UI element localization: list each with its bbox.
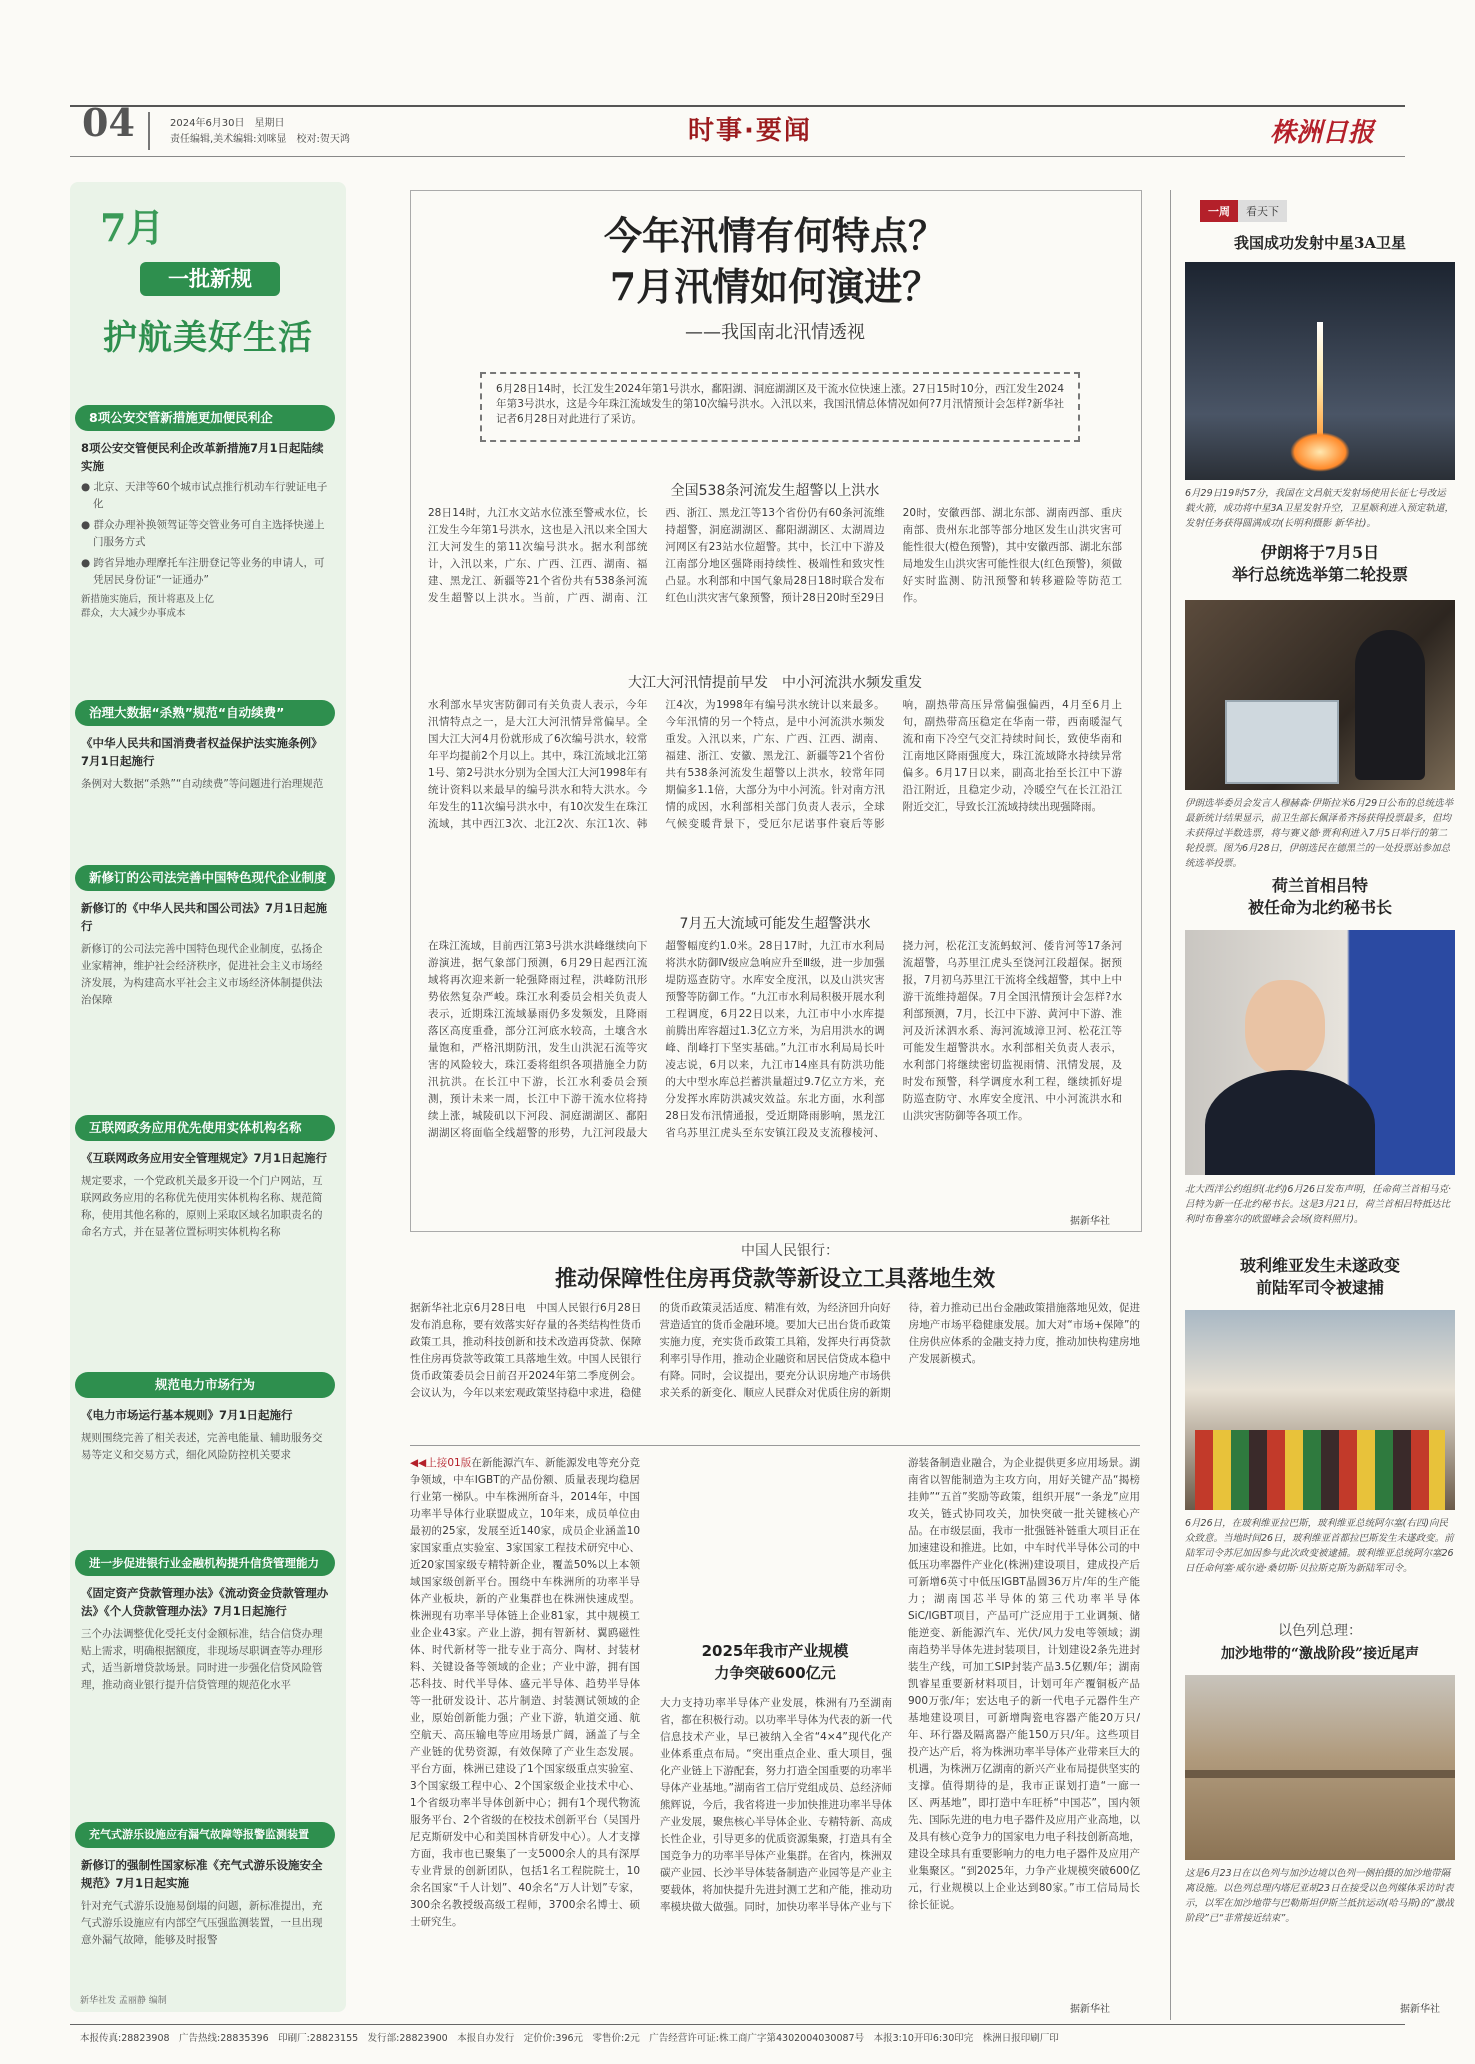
right-caption-3: 北大西洋公约组织(北约)6月26日发布声明，任命荷兰首相马克·吕特为新一任北约秘书长。这是3月21日，荷兰首相吕特抵达比利时布鲁塞尔的欧盟峰会会场(资料照片)。 xyxy=(1185,1184,1452,1225)
banner-month: 7月 xyxy=(100,205,165,250)
left-section-text: 针对充气式游乐设施易倒塌的问题，新标准提出，充气式游乐设施应有内部空气压强监测装置，一旦出现意外漏气故障，能够及时报警 xyxy=(81,1900,323,1946)
iran-vote-photo xyxy=(1185,600,1455,790)
flood-body-1: 28日14时，九江水文站水位涨至警戒水位，长江发生今年第1号洪水，这也是入汛以来全国大江大河发生的第11次编号洪水。据水利部统计，入汛以来，广东、广西、江西、湖南、福建、黑龙江、新疆等21个省份共有538条河流发生超警以上洪水。当前，广西、湖南、江西、浙江、黑龙江等13个省份仍有60条河流维持超警，洞庭湖湖区、鄱阳湖湖区、太湖周边河网区有23站水位超警。其中，长江中下游及江南部分地区强降雨持续性、极端性和致灾性凸显。水利部和中国气象局28日18时联合发布红色山洪灾害气象预警，预计28日20时至29日20时，安徽西部、湖北东部、湖南西部、重庆南部、贵州东北部等部分地区发生山洪灾害可能性很大(橙色预警)，其中安徽西部、湖北东部局地发生山洪灾害可能性很大(红色预警)，须做好实时监测、防汛预警和转移避险等防范工作。 xyxy=(428,507,1122,604)
left-section-text: 规定要求，一个党政机关最多开设一个门户网站，互联网政务应用的名称优先使用实体机构名称、规范简称，使用其他名称的，原则上采取区域名加职责名的命名方式，并在显著位置标明实体机构名称 xyxy=(81,1175,323,1238)
left-banner xyxy=(80,192,336,382)
left-section-bold: 《中华人民共和国消费者权益保护法实施条例》7月1日起施行 xyxy=(81,736,323,768)
middle-divider xyxy=(410,1445,1140,1446)
left-section-text: 规则围绕完善了相关表述，完善电能量、辅助服务交易等定义和交易方式，细化风险防控机关要求 xyxy=(81,1432,323,1461)
right-caption-1: 6月29日19时57分，我国在文昌航天发射场使用长征七号改运载火箭，成功将中星3A卫星发射升空，卫星顺利进入预定轨道，发射任务获得圆满成功(长明利摄影 新华社)。 xyxy=(1185,488,1455,529)
left-section-title: 进一步促进银行业金融机构提升信贷管理能力 xyxy=(75,1550,335,1576)
header-editors: 责任编辑,美术编辑:刘咪显 校对:贺天鸿 xyxy=(170,134,350,145)
left-section-7 xyxy=(75,1822,335,1949)
left-bullet: ● 跨省异地办理摩托车注册登记等业务的申请人，可凭居民身份证“一证通办” xyxy=(81,557,325,586)
left-section-text: 条例对大数据“杀熟”“自动续费”等问题进行治理规范 xyxy=(81,778,324,790)
header-bottom-rule xyxy=(70,156,1405,157)
header-separator xyxy=(148,112,150,150)
left-section-bold: 新修订的《中华人民共和国公司法》7月1日起施行 xyxy=(81,901,328,933)
tag-red: 一周 xyxy=(1200,200,1238,222)
flood-lead-box xyxy=(480,372,1080,442)
footer-rule xyxy=(70,2024,1405,2025)
left-section-title: 充气式游乐设施应有漏气故障等报警监测装置 xyxy=(75,1822,335,1848)
right-title-5-pre: 以色列总理： xyxy=(1278,1623,1362,1639)
flood-body-2: 水利部水旱灾害防御司有关负责人表示，今年汛情特点之一，是大江大河汛情异常偏早。全国大江大河4月份就形成了6次编号洪水，较常年平均提前2个月以上。其中，珠江流域北江第1号、第2号洪水分别为全国大江大河1998年有统计资料以来最早的编号洪水和特大洪水。今年发生的11次编号洪水中，有10次发生在珠江流域，其中西江3次、北江2次、东江1次、韩江4次，为1998年有编号洪水统计以来最多。今年汛情的另一个特点，是中小河流洪水频发重发。入汛以来，广东、广西、江西、湖南、福建、浙江、安徽、黑龙江、新疆等21个省份共有538条河流发生超警以上洪水，较常年同期偏多1.1倍，大部分为中小河流。针对南方汛情的成因，水利部相关部门负责人表示，全球气候变暖背景下，受厄尔尼诺事件衰后等影响，副热带高压异常偏强偏西，4月至6月上旬，副热带高压稳定在华南一带，西南暖湿气流和南下冷空气交汇持续时间长，致使华南和江南地区降雨强度大，珠江流域降水持续异常偏多。6月17日以来，副高北抬至长江中下游沿江附近，且稳定少动，冷暖空气在长江沿江附近交汇，导致长江流域持续出现强降雨。 xyxy=(428,699,1122,830)
right-caption-5: 这是6月23日在以色列与加沙边境以色列一侧拍摄的加沙地带隔离设施。以色列总理内塔尼亚胡23日在接受以色列媒体采访时表示，以军在加沙地带与巴勒斯坦伊斯兰抵抗运动(哈马斯)的“激战阶段”已“非常接近结束”。 xyxy=(1185,1868,1454,1924)
border-fence xyxy=(1185,1770,1455,1778)
left-section-bold: 8项公安交管便民利企改革新措施7月1日起陆续实施 xyxy=(81,441,324,473)
header-divider xyxy=(70,105,1405,107)
bolivia-photo xyxy=(1185,1310,1455,1510)
chip-credit: 据新华社 xyxy=(1070,2004,1110,2015)
pboc-headline: 推动保障性住房再贷款等新设立工具落地生效 xyxy=(554,1266,995,1292)
right-caption-4: 6月26日，在玻利维亚拉巴斯，玻利维亚总统阿尔塞(右四)向民众致意。当地时间26日，玻利维亚首都拉巴斯发生未遂政变。前陆军司令苏尼加因参与此次政变被逮捕。玻利维亚总统阿尔塞26日任命何塞·威尔逊·桑切斯·贝拉斯克斯为新陆军司令。 xyxy=(1185,1518,1454,1574)
left-section-title: 新修订的公司法完善中国特色现代企业制度 xyxy=(75,865,335,891)
right-credit: 据新华社 xyxy=(1400,2004,1440,2015)
flood-sub-2: 大江大河汛情提前早发 中小河流洪水频发重发 xyxy=(628,675,922,691)
chip-body-2: 大力支持功率半导体产业发展，株洲有乃至湖南省，都在积极行动。以功率半导体为代表的新一代信息技术产业，早已被纳入全省“4×4”现代化产业体系重点布局。“突出重点企业、重大项目，强化产业链上下游配套，努力打造全国重要的功率半导体产业基地。”湖南省工信厅党组成员、总经济师熊辉说，今后，我省将进一步加快推进功率半导体产业发展，聚焦核心半导体企业、专精特新、高成长性企业，引导更多的优质资源集聚，打造具有全国竞争力的功率半导体产业集群。在省内，株洲双碳产业园、长沙半导体装备制造产业园等是产业主要载体，将加快提升先进封测工艺和产能，推动功率模块做大做强。同时，加快功率半导体产业与下游装备制造业融合，为企业提供更多应用场景。湖南省以智能制造为主攻方向，用好关键产品“揭榜挂帅”“五首”奖励等政策，组织开展“一条龙”应用攻关，链式协同攻关，加快突破一批关键核心产品。在市级层面，我市一批强链补链重大项目正在加速建设和推进。比如，中车时代半导体公司的中低压功率器件产业化(株洲)建设项目，建成投产后可新增6英寸中低压IGBT晶圆36万片/年的生产能力；湖南国芯半导体的第三代功率半导体SiC/IGBT项目，产品可广泛应用于工业调频、储能逆变、新能源汽车、光伏/风力发电等领域；湖南趋势半导体先进封装项目，计划建设2条先进封装生产线，可加工SIP封装产品3.5亿颗/年；湖南凯睿星重要新材料项目，计划可年产覆铜板产品900万张/年；宏达电子的新一代电子元器件生产基地建设项目，可新增陶瓷电容器产能20万只/年、环行器及隔离器产能150万只/年。这些项目投产达产后，将为株洲功率半导体产业带来巨大的机遇，为株洲万亿湖南的新兴产业布局提供坚实的支撑。值得期待的是，我市正谋划打造“一廊一区、两基地”，即打造中车旺桥“中国芯”，国内领先、国际先进的电力电子器件及应用产业高地，以及具有核心竞争力的国家电力电子科技创新高地，建设全球具有重要影响力的电力电子器件及应用产业集聚区。“到2025年，力争产业规模突破600亿元，行业规模以上企业达到80家。”市工信局局长徐长征说。 xyxy=(660,1457,1140,1913)
masthead-logo: 株洲日报 xyxy=(1270,118,1375,148)
left-section-bold: 《电力市场运行基本规则》7月1日起施行 xyxy=(81,1408,293,1422)
banner-main: 护航美好生活 xyxy=(103,318,313,358)
flood-subhead: ——我国南北汛情透视 xyxy=(685,322,865,343)
voter-figure xyxy=(1355,630,1425,780)
rocket-photo xyxy=(1185,262,1455,480)
bullet-text: 群众办理补换领驾证等交管业务可自主选择快递上门服务方式 xyxy=(93,519,325,548)
rocket-trail xyxy=(1317,322,1323,442)
rocket-flame xyxy=(1290,432,1350,472)
left-section-text: 新修订的公司法完善中国特色现代企业制度，弘扬企业家精神，维护社会经济秩序，促进社会主义市场经济发展，为构建高水平社会主义市场经济体制提供法治保障 xyxy=(81,943,323,1006)
flood-sub-3: 7月五大流域可能发生超警洪水 xyxy=(679,916,871,932)
right-title-4: 玻利维亚发生未遂政变 前陆军司令被逮捕 xyxy=(1239,1256,1400,1297)
bullet-text: 北京、天津等60个城市试点推行机动车行驶证电子化 xyxy=(93,481,328,510)
left-section-text: 三个办法调整优化受托支付金额标准，结合信贷办理贴上需求，明确根据额度，非现场尽职调查等办理形式，适当新增贷款场景。同时进一步强化信贷风险管理，推动商业银行提升信贷管理的规范化水平 xyxy=(81,1628,323,1691)
left-section-4 xyxy=(75,1115,335,1241)
flood-sub-1: 全国538条河流发生超警以上洪水 xyxy=(670,483,880,499)
flood-headline-1: 今年汛情有何特点？ xyxy=(603,213,946,258)
crowd-block xyxy=(1195,1430,1445,1510)
rutte-photo xyxy=(1185,930,1455,1175)
left-section-bold: 新修订的强制性国家标准《充气式游乐设施安全规范》7月1日起实施 xyxy=(81,1858,323,1890)
left-section-title: 治理大数据“杀熟”规范“自动续费” xyxy=(75,700,335,726)
footer-text: 本报传真:28823908 广告热线:28835396 印刷厂:28823155 发行部:28823900 本报自办发行 定价价:396元 零售价:2元 广告经营许可证:株工商广字第4302004030087号 本报3:10开印6:30印完 株洲日报印刷厂印 xyxy=(80,2033,1059,2044)
right-title-2: 伊朗将于7月5日 举行总统选举第二轮投票 xyxy=(1231,543,1408,584)
chip-subhead: 2025年我市产业规模 力争突破600亿元 xyxy=(701,1642,849,1682)
bullet-text: 跨省异地办理摩托车注册登记等业务的申请人，可凭居民身份证“一证通办” xyxy=(93,557,325,586)
portrait-suit xyxy=(1205,1070,1375,1175)
portrait-face xyxy=(1245,980,1325,1075)
header-date: 2024年6月30日 星期日 xyxy=(170,118,285,129)
gaza-photo xyxy=(1185,1675,1455,1860)
right-tag xyxy=(1200,200,1405,222)
right-title-3: 荷兰首相吕特 被任命为北约秘书长 xyxy=(1247,876,1392,917)
left-section-3 xyxy=(75,865,335,1009)
left-credit: 新华社发 孟丽静 编制 xyxy=(80,1996,167,2006)
left-section-title: 8项公安交管新措施更加便民利企 xyxy=(75,405,335,431)
left-section-bold: 《互联网政务应用安全管理规定》7月1日起施行 xyxy=(81,1151,328,1165)
chip-subhead-spacer xyxy=(660,1455,892,1695)
chip-body-1 xyxy=(410,1455,640,1995)
right-column-rule xyxy=(1170,190,1171,2020)
right-caption-2: 伊朗选举委员会发言人穆赫森·伊斯拉米6月29日公布的总统选举最新统计结果显示，前卫生部长佩泽希齐扬获得投票最多，但均未获得过半数选票，将与赛义德·贾利利进入7月5日举行的第二轮投票。图为6月28日，伊朗选民在德黑兰的一处投票站参加总统选举投票。 xyxy=(1185,798,1454,869)
left-section-title: 规范电力市场行为 xyxy=(75,1372,335,1398)
section-title: 时事·要闻 xyxy=(688,116,812,146)
page-number: 04 xyxy=(82,100,135,145)
flood-credit: 据新华社 xyxy=(1070,1216,1110,1227)
pboc-body: 据新华社北京6月28日电 中国人民银行6月28日发布消息称，要有效落实好存量的各类结构性货币政策工具，推动科技创新和技术改造再贷款、保障性住房再贷款等政策工具落地生效。中国人民银行货币政策委员会日前召开2024年第二季度例会。会议认为，今年以来宏观政策坚持稳中求进，稳健的货币政策灵活适度、精准有效，为经济回升向好营造适宜的货币金融环境。要加大已出台货币政策实施力度，充实货币政策工具箱，发挥央行再贷款利率引导作用，推动企业融资和居民信贷成本稳中有降。同时，会议提出，要充分认识房地产市场供求关系的新变化、顺应人民群众对优质住房的新期待，着力推动已出台金融政策措施落地见效，促进房地产市场平稳健康发展。加大对“市场+保障”的住房供应体系的金融支持力度，推动加快构建房地产发展新模式。 xyxy=(410,1302,1140,1399)
left-section-6 xyxy=(75,1550,335,1694)
jump-marker: ◀◀上接01版 xyxy=(410,1457,472,1469)
left-section-5 xyxy=(75,1372,335,1464)
left-bullet: ● 北京、天津等60个城市试点推行机动车行驶证电子化 xyxy=(81,481,328,510)
left-section-title: 互联网政务应用优先使用实体机构名称 xyxy=(75,1115,335,1141)
ballot-box xyxy=(1225,700,1339,784)
left-section-1 xyxy=(75,405,335,621)
flood-lead: 6月28日14时，长江发生2024年第1号洪水，鄱阳湖、洞庭湖湖区及干流水位快速上涨。27日15时10分，西江发生2024年第3号洪水，这是今年珠江流域发生的第10次编号洪水。入汛以来，我国汛情总体情况如何?7月汛情预计会怎样?新华社记者6月28日对此进行了采访。 xyxy=(496,383,1064,425)
chip-body-2-wrap xyxy=(660,1455,1140,1995)
left-section-2 xyxy=(75,700,335,793)
pboc-kicker: 中国人民银行： xyxy=(741,1243,839,1259)
flood-headline-2: 7月汛情如何演进？ xyxy=(609,264,941,309)
banner-sub: 一批新规 xyxy=(140,262,280,296)
left-note: 新措施实施后，预计将惠及上亿群众，大大减少办事成本 xyxy=(81,594,215,619)
chip-body-1-text: 在新能源汽车、新能源发电等充分竞争领域，中车IGBT的产品份额、质量表现均稳居行业第一梯队。中车株洲所奋斗，2014年，中国功率半导体行业联盟成立，10年来，成员单位由最初的25家，发展至近140家，成员企业涵盖10家国家重点实验室、3家国家工程技术研究中心、近20家国家级专精特新企业，覆盖50%以上本领域国家级创新平台。围绕中车株洲所的功率半导体产业板块，新的产业集群也在株洲快速成型。株洲现有功率半导体链上企业81家，其中规模工业企业43家。产业上游，拥有智新材、翼鸥磁性体、时代新材等一批专业于高分、陶材、封装材料、关键设备等领域的企业；产业中游，拥有国芯科技、时代半导体、盛元半导体、趋势半导体等一批研发设计、芯片制造、封装测试领域的企业，原始创新能力强；产业下游，轨道交通、航空航天、高压输电等应用场景广阔，涵盖了与全产业链的优势资源，有效保障了产业生态发展。平台方面，株洲已建设了1个国家级重点实验室、3个国家级工程中心、2个国家级企业技术中心、1个省级功率半导体创新中心；拥有1个现代物流服务平台、2个省级的在校技术创新平台（吴国丹尼克斯研发中心和美国林肯研发中心）。人才支撑方面，我市也已聚集了一支5000余人的具有深厚专业背景的创新团队，包括1名工程院院士，10余名国家“千人计划”、40余名“万人计划”专家，300余名教授级高级工程师，3700余名博士、硕士研究生。 xyxy=(410,1457,640,1928)
tag-gray: 看天下 xyxy=(1238,200,1287,222)
flood-body-3: 在珠江流域，目前西江第3号洪水洪峰继续向下游演进，据气象部门预测，6月29日起西江流域将再次迎来新一轮强降雨过程，洪峰防汛形势依然复杂严峻。珠江水利委员会相关负责人表示，近期珠江流域暴雨仍多发频发，且降雨落区高度重叠，部分江河底水较高，土壤含水量饱和，严格汛期防汛，发生山洪泥石流等灾害的风险较大，珠江委将组织各项措施全力防汛抗洪。在长江中下游，长江水利委员会预测，预计未来一周，长江中下游干流水位将持续上涨，城陵矶以下河段、洞庭湖湖区、鄱阳湖湖区将面临全线超警的形势，九江河段最大超警幅度约1.0米。28日17时，九江市水利局将洪水防御Ⅳ级应急响应升至Ⅲ级，进一步加强堤防巡查防守。水库安全度汛，以及山洪灾害预警等防御工作。“九江市水利局积极开展水利工程调度，6月22日以来，九江市中小水库提前腾出库容超过1.3亿立方米，为启用洪水的调峰、削峰打下坚实基础。”九江市水利局局长叶凌志说，6月以来，九江市14座具有防洪功能的大中型水库总拦蓄洪量超过9.7亿立方米，充分发挥水库防洪减灾效益。东北方面，水利部28日发布汛情通报，受近期降雨影响，黑龙江省乌苏里江虎头至东安镇江段及支流穆棱河、挠力河，松花江支流蚂蚁河、倭肯河等17条河流超警，乌苏里江虎头至饶河江段超保。据预报，7月初乌苏里江干流将全线超警，其中上中游干流维持超保。7月全国汛情预计会怎样?水利部预测，7月，长江中下游、黄河中下游、淮河及沂沭泗水系、海河流域漳卫河、松花江等可能发生超警洪水。水利部相关负责人表示，水利部门将继续密切监视雨情、汛情发展，及时发布预警，科学调度水利工程，继续抓好堤防巡查防守、水库安全度汛、中小河流洪水和山洪灾害防御等各项工作。 xyxy=(428,940,1122,1139)
right-title-1: 我国成功发射中星3A卫星 xyxy=(1233,234,1407,252)
right-title-5: 加沙地带的“激战阶段”接近尾声 xyxy=(1220,1646,1420,1662)
left-bullet: ● 群众办理补换领驾证等交管业务可自主选择快递上门服务方式 xyxy=(81,519,325,548)
left-section-bold: 《固定资产贷款管理办法》《流动资金贷款管理办法》《个人贷款管理办法》7月1日起施行 xyxy=(81,1586,329,1618)
